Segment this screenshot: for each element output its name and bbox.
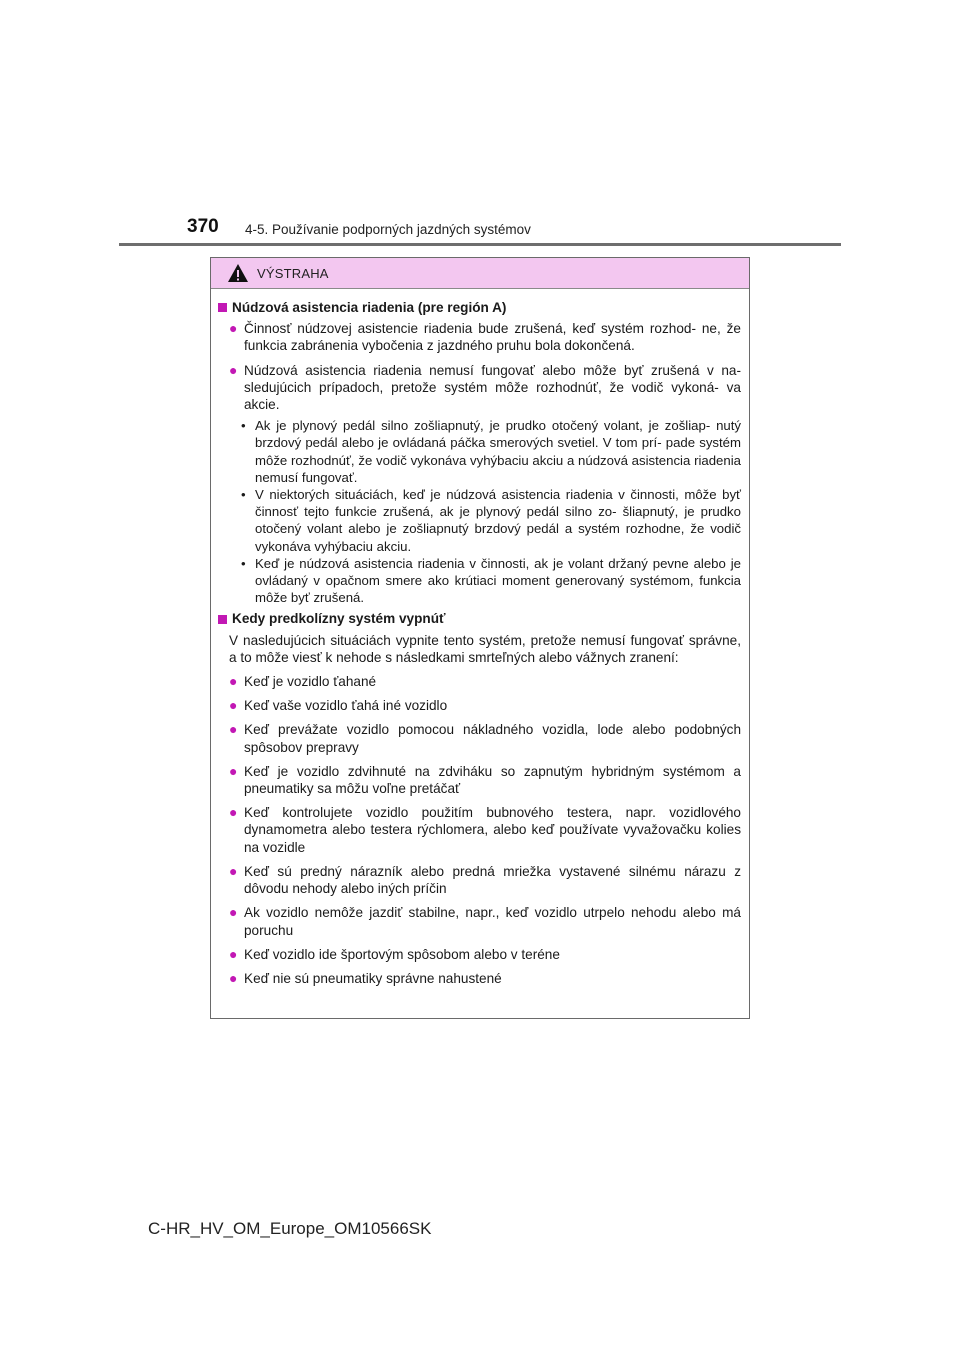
list-item: ● Činnosť núdzovej asistencie riadenia bude zrušená, keď systém rozhod- ne, že funkcia zabránenia vybočenia z jazdného pruhu bola dokončená.: [229, 320, 741, 354]
circle-bullet-icon: ●: [229, 721, 238, 738]
warning-content: [211, 289, 749, 987]
circle-bullet-icon: ●: [229, 673, 238, 690]
warning-box: [210, 257, 750, 1019]
square-bullet-icon: [218, 303, 227, 312]
list-item: ● Núdzová asistencia riadenia nemusí fungovať alebo môže byť zrušená v na- sledujúcich prípadoch, pretože systém môže rozhodnúť, že vodič vykoná- va akcie.: [229, 361, 741, 413]
list-item: ● Keď nie sú pneumatiky správne nahustené: [229, 969, 502, 986]
circle-bullet-icon: ●: [229, 904, 238, 921]
section-heading: Kedy predkolízny systém vypnúť: [218, 610, 741, 627]
list-item: ● Ak vozidlo nemôže jazdiť stabilne, napr., keď vozidlo utrpelo nehodu alebo má poruchu: [229, 904, 741, 938]
sub-list-item: • Keď je núdzová asistencia riadenia v činnosti, ak je volant držaný pevne alebo je ovládaný v opačnom smere ako krútiaci moment generovaný systémom, funkcia môže byť zrušená.: [241, 555, 741, 606]
circle-bullet-icon: ●: [229, 361, 238, 378]
warning-triangle-icon: [227, 263, 249, 283]
page-number: 370: [187, 216, 219, 237]
sub-list-item: • Ak je plynový pedál silno zošliapnutý, je prudko otočený volant, je zošliap- nutý brzdový pedál alebo je ovládaná páčka smerových svetiel. V tom prí- pade systém môže rozhodnúť, že vodič vykonáva vyhýbaciu akciu a núdzová asistencia riadenia nemusí fungovať.: [241, 418, 741, 485]
circle-bullet-icon: ●: [229, 762, 238, 779]
circle-bullet-icon: ●: [229, 697, 238, 714]
list-item: ● Keď vozidlo ide športovým spôsobom alebo v teréne: [229, 945, 560, 962]
list-item: ● Keď prevážate vozidlo pomocou nákladného vozidla, lode alebo podobných spôsobov prepravy: [229, 721, 741, 755]
square-bullet-icon: [218, 615, 227, 624]
list-item: ● Keď je vozidlo zdvihnuté na zdviháku so zapnutým hybridným systémom a pneumatiky sa môžu voľne pretáčať: [229, 762, 741, 797]
circle-bullet-icon: ●: [229, 969, 238, 986]
warning-header: [211, 258, 749, 289]
footer-doc-code: C-HR_HV_OM_Europe_OM10566SK: [148, 1219, 432, 1238]
list-item: ● Keď vaše vozidlo ťahá iné vozidlo: [229, 697, 448, 714]
list-item: ● Keď kontrolujete vozidlo použitím bubnového testera, napr. vozidlového dynamometra alebo testera rýchlomera, alebo keď používate vyvažovačku kolies na vozidle: [229, 804, 741, 855]
warning-title: VÝSTRAHA: [257, 265, 329, 281]
list-item: ● Keď sú predný nárazník alebo predná mriežka vystavené silnému nárazu z dôvodu nehody alebo iných príčin: [229, 862, 741, 897]
circle-bullet-icon: ●: [229, 320, 238, 337]
header-rule: [119, 243, 841, 246]
circle-bullet-icon: ●: [229, 945, 238, 962]
sub-list-item: • V niektorých situáciách, keď je núdzová asistencia riadenia v činnosti, môže byť činnosť tejto funkcie zrušená, ak je plynový pedál silno zo- šliapnutý, je prudko otočený volant alebo je zošliapnutý brzdový pedál a systém rozhodne, že vodič vykonáva vyhýbaciu akciu.: [241, 487, 741, 554]
section-heading: Núdzová asistencia riadenia (pre región A): [218, 299, 741, 316]
section-title: 4-5. Používanie podporných jazdných systémov: [245, 222, 531, 237]
section-intro: V nasledujúcich situáciách vypnite tento systém, pretože nemusí fungovať správne, a to môže viesť k nehode s následkami smrteľných alebo vážnych zranení:: [229, 632, 741, 665]
list-item: ● Keď je vozidlo ťahané: [229, 673, 377, 690]
circle-bullet-icon: ●: [229, 804, 238, 821]
circle-bullet-icon: ●: [229, 862, 238, 879]
